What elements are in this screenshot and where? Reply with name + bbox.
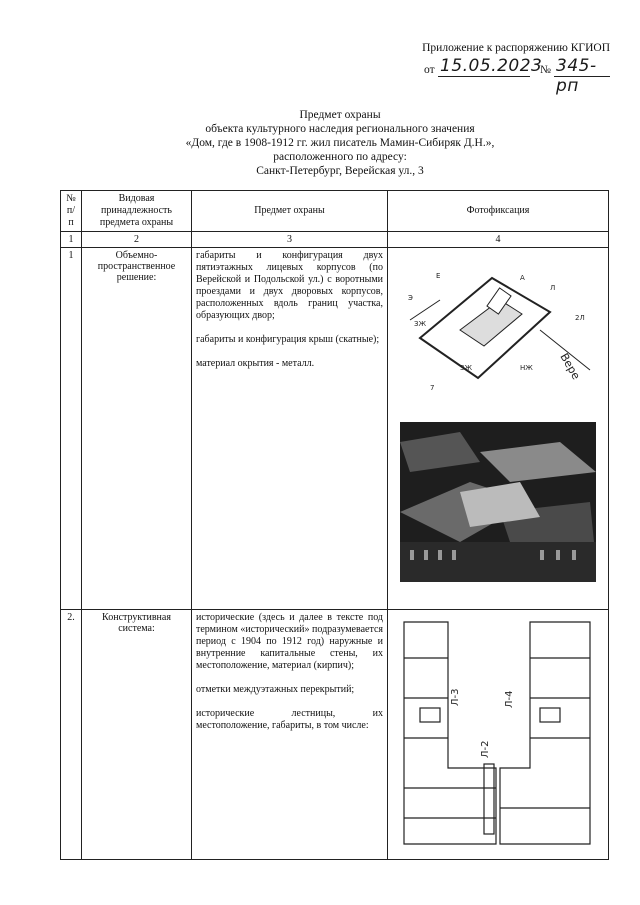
floor-plan-image <box>400 618 596 848</box>
title-line: «Дом, где в 1908-1912 гг. жил писатель Мамин-Сибиряк Д.Н.», <box>185 137 495 149</box>
col-number: 2 <box>82 232 192 248</box>
row-photo <box>388 248 609 610</box>
order-number: 345-рп <box>556 56 597 96</box>
subject-item: отметки междуэтажных перекрытий; <box>196 684 355 695</box>
protection-table <box>60 190 609 860</box>
svg-text:Э: Э <box>408 294 413 302</box>
from-label: от <box>424 64 435 76</box>
title-line: объекта культурного наследия регионального значения <box>205 123 475 135</box>
header-subject: Предмет охраны <box>192 191 388 232</box>
table-row <box>61 248 609 610</box>
header-photo: Фотофиксация <box>388 191 609 232</box>
col-number: 4 <box>388 232 609 248</box>
row-photo <box>388 610 609 860</box>
order-date: 15.05.2023 <box>440 56 543 76</box>
svg-text:7: 7 <box>430 384 435 392</box>
col-number: 1 <box>61 232 82 248</box>
number-label: № <box>540 64 551 76</box>
subject-item: исторические (здесь и далее в тексте под термином «исторический» подразумевается период с 1904 по 1912 год) наружные и внутренние капитальные стены, их местоположение, материал (кирпич); <box>196 612 383 671</box>
title-line: Санкт-Петербург, Верейская ул., 3 <box>256 165 424 177</box>
stair-label-l4: Л-4 <box>504 690 515 708</box>
svg-text:ЗЖ: ЗЖ <box>414 320 427 328</box>
svg-text:А: А <box>520 274 525 282</box>
header-num: № п/п <box>61 191 82 232</box>
row-num: 1 <box>61 248 82 610</box>
document-title <box>140 108 540 178</box>
table-row <box>61 610 609 860</box>
subject-item: габариты и конфигурация двух пятиэтажных лицевых корпусов (по Верейской и Подольской ул.) с воротными проездами и двух дворовых корпусов, расположенных вдоль границ участка, образующих двор; <box>196 250 383 321</box>
site-plan-image <box>400 260 596 410</box>
svg-text:2Л: 2Л <box>575 314 585 322</box>
row-num: 2. <box>61 610 82 860</box>
order-reference <box>424 56 614 96</box>
col-number: 3 <box>192 232 388 248</box>
svg-text:ЗЖ: ЗЖ <box>460 364 473 372</box>
header-type: Видовая принадлежность предмета охраны <box>82 191 192 232</box>
subject-item: исторические лестницы, их местоположение, габариты, в том числе: <box>196 708 383 731</box>
title-line: расположенного по адресу: <box>273 151 407 163</box>
stair-label-l3: Л-3 <box>450 688 461 706</box>
subject-item: габариты и конфигурация крыш (скатные); <box>196 334 380 345</box>
svg-text:Е: Е <box>436 272 441 280</box>
title-line: Предмет охраны <box>299 109 381 121</box>
row-type: Объемно-пространственное решение: <box>82 248 192 610</box>
svg-text:Л: Л <box>550 284 556 292</box>
appendix-label: Приложение к распоряжению КГИОП <box>422 42 610 54</box>
street-label: Вере <box>557 351 583 382</box>
row-subject <box>192 610 388 860</box>
aerial-photo <box>400 422 596 582</box>
row-type: Конструктивная система: <box>82 610 192 860</box>
subject-item: материал окрытия - металл. <box>196 358 315 369</box>
svg-text:НЖ: НЖ <box>520 364 533 372</box>
row-subject <box>192 248 388 610</box>
stair-label-l2: Л-2 <box>480 740 491 758</box>
